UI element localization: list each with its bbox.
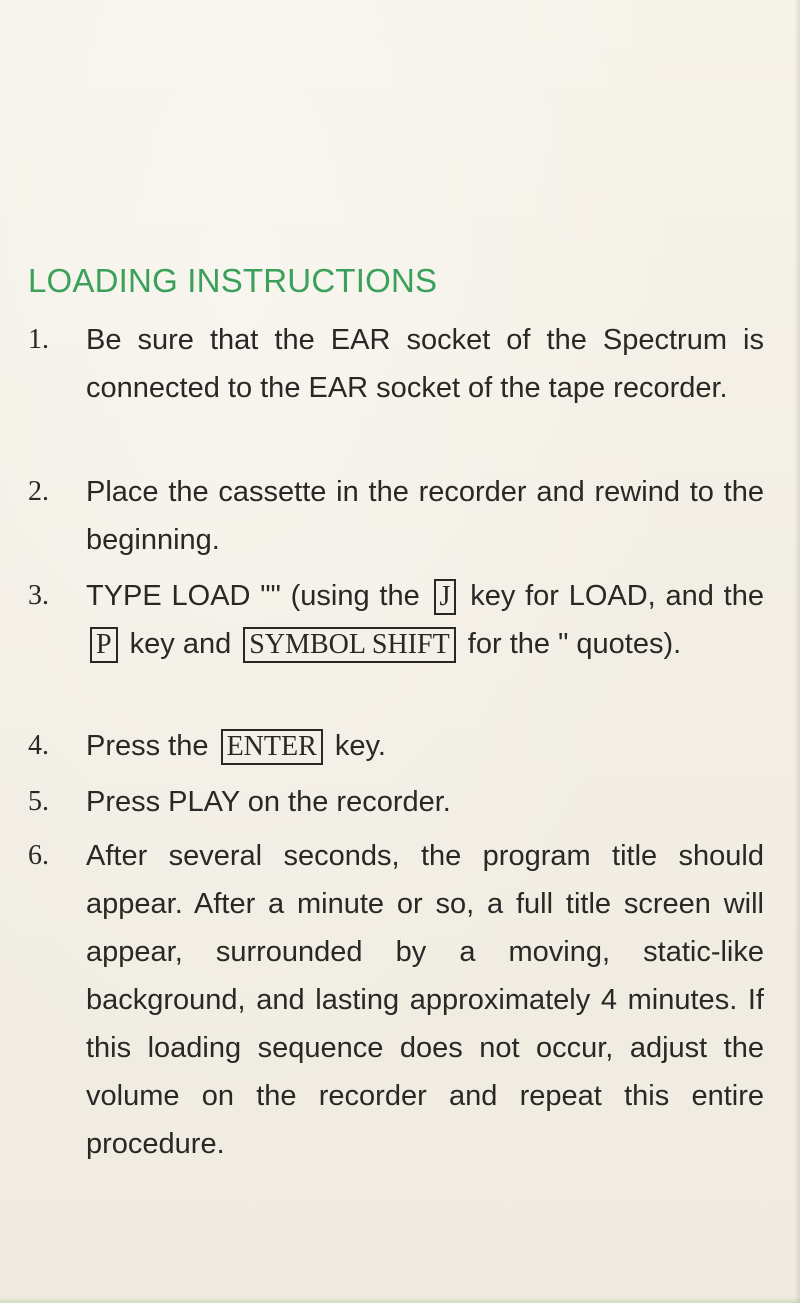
step-4-text-part: Press the [86, 730, 209, 762]
step-number: 3. [28, 580, 49, 611]
step-3-text-part: key for LOAD, and the [470, 580, 764, 612]
step-3-text-part: key and [129, 628, 232, 660]
step-number: 4. [28, 730, 49, 761]
step-text [86, 722, 764, 770]
step-text: After several seconds, the program title should appear. After a minute or so, a full title screen will appear, surrounded by a moving, static-like background, and lasting approximately 4 minutes. If this loading sequence does not occur, adjust the volume on the recorder and repeat this entire procedure. [86, 840, 764, 1160]
loading-instructions-heading: LOADING INSTRUCTIONS [28, 262, 438, 299]
step-3-text-part: for the " quotes). [467, 628, 682, 660]
step-text: Place the cassette in the recorder and rewind to the beginning. [86, 476, 764, 556]
step-number: 2. [28, 476, 49, 507]
step-3-text-part: TYPE LOAD "" (using the [86, 580, 420, 612]
step-text [86, 572, 764, 668]
p-keycap: P [90, 627, 118, 663]
step-number: 1. [28, 324, 49, 355]
step-4-text-part: key. [334, 730, 386, 762]
enter-keycap: ENTER [221, 729, 323, 765]
j-keycap: J [434, 579, 457, 615]
step-number: 5. [28, 786, 49, 817]
symbol-shift-keycap: SYMBOL SHIFT [243, 627, 455, 663]
step-text: Press PLAY on the recorder. [86, 786, 451, 818]
step-text: Be sure that the EAR socket of the Spectrum is connected to the EAR socket of the tape recorder. [86, 324, 764, 404]
step-number: 6. [28, 840, 49, 871]
